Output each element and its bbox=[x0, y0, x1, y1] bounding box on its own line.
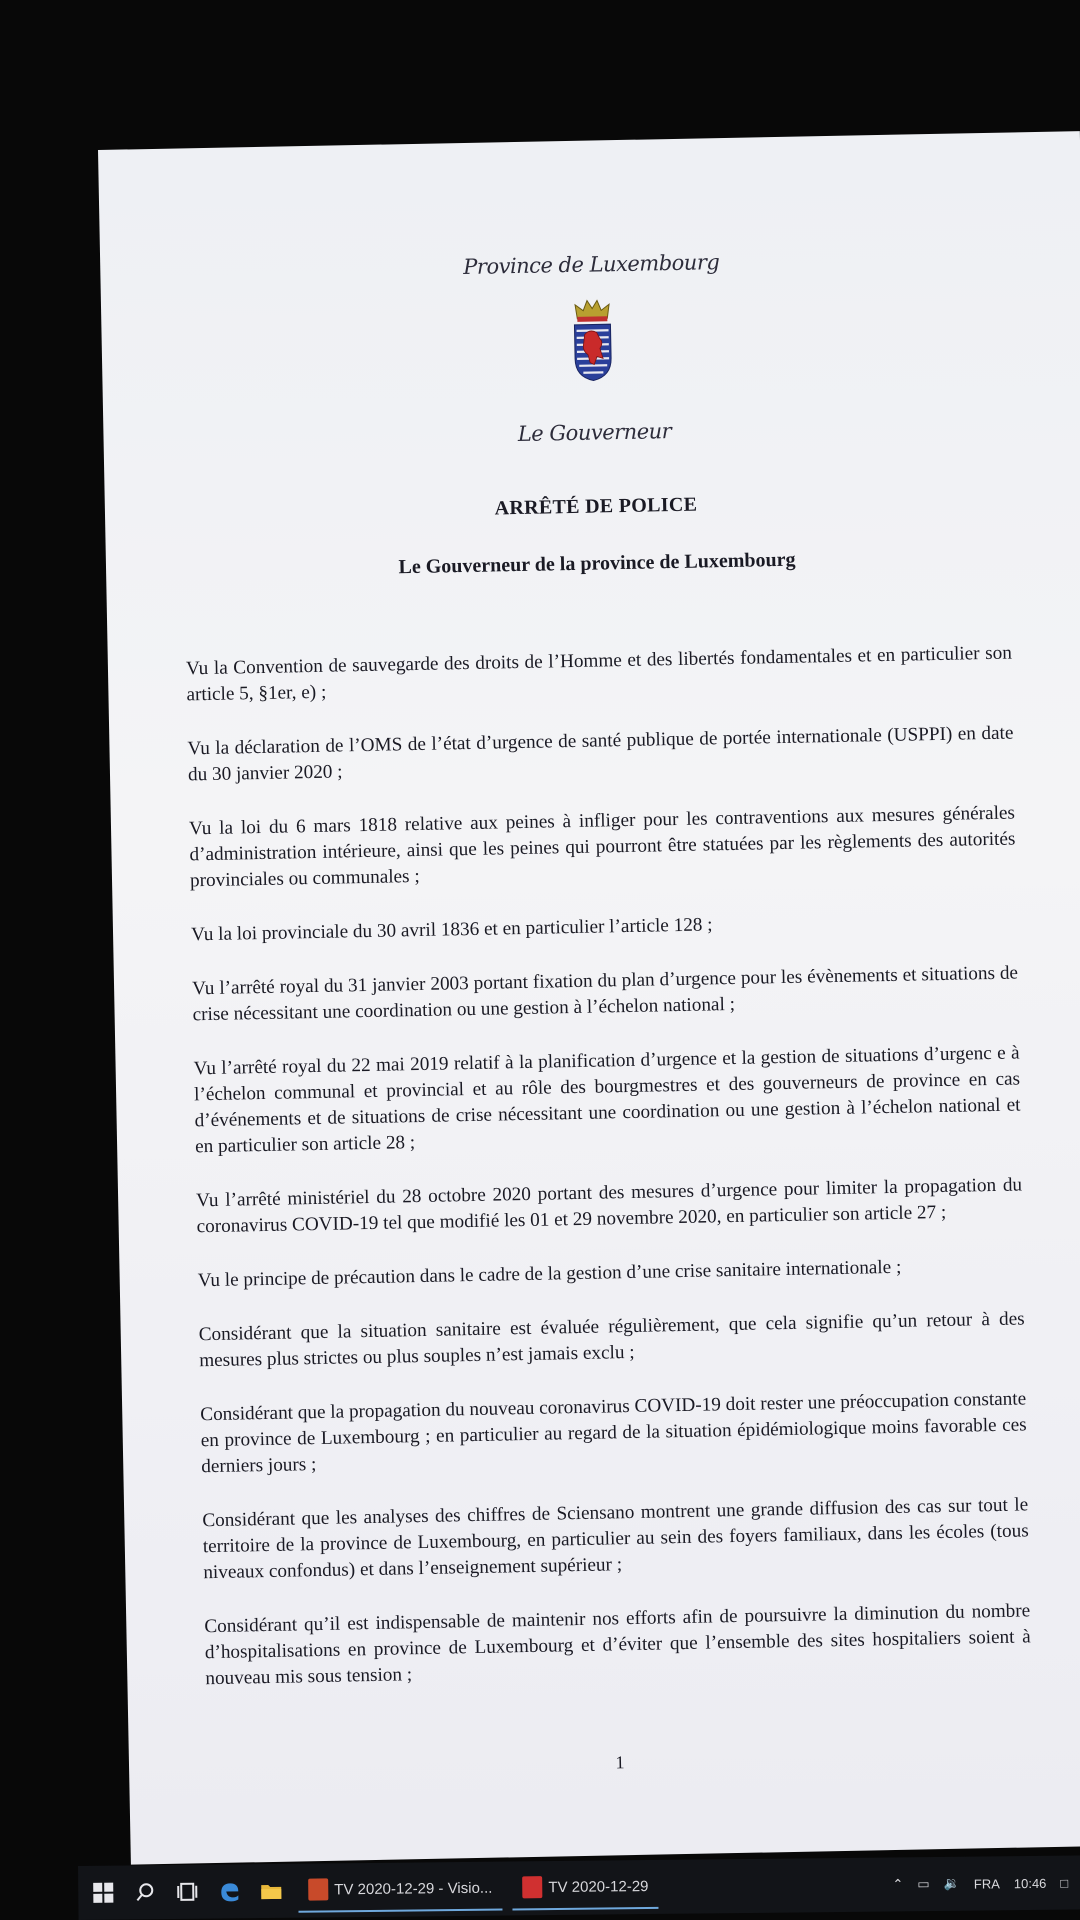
pdf-icon bbox=[522, 1876, 542, 1898]
paragraph: Vu l’arrêté royal du 31 janvier 2003 portant fixation du plan d’urgence pour les évènements et situations de crise nécessitant une coordination ou une gestion à l’échelon national ; bbox=[191, 962, 1019, 1026]
taskbar-app-powerpoint[interactable] bbox=[298, 1867, 503, 1913]
network-icon[interactable]: ▭ bbox=[917, 1876, 930, 1892]
letterhead bbox=[100, 243, 1080, 446]
language-indicator[interactable]: FRA bbox=[973, 1875, 1000, 1892]
paragraph: Vu la loi du 6 mars 1818 relative aux peines à infliger pour les contraventions aux mesures générales d’administration intérieure, ainsi que les peines qui pourront être statuées par les règlements des autorités provinciales ou communales ; bbox=[188, 802, 1016, 892]
letterhead-gouverneur: Le Gouverneur bbox=[517, 419, 672, 446]
taskbar-app-label: TV 2020-12-29 bbox=[548, 1877, 649, 1896]
taskbar-app-pdf[interactable] bbox=[512, 1865, 659, 1911]
document-page bbox=[98, 131, 1080, 1865]
chevron-up-icon[interactable]: ⌃ bbox=[892, 1876, 904, 1892]
letterhead-province: Province de Luxembourg bbox=[463, 250, 720, 280]
notification-icon[interactable]: □ bbox=[1060, 1875, 1069, 1891]
windows-start-icon[interactable] bbox=[86, 1876, 120, 1910]
taskbar-app-label: TV 2020-12-29 - Visio... bbox=[334, 1879, 493, 1898]
paragraph: Vu la Convention de sauvegarde des droits de l’Homme et des libertés fondamentales et en particulier son article 5, §1er, e) ; bbox=[185, 642, 1013, 706]
clock[interactable]: 10:46 bbox=[1013, 1875, 1047, 1891]
edge-icon[interactable] bbox=[212, 1874, 246, 1908]
system-tray bbox=[892, 1874, 1080, 1892]
paragraph: Vu la déclaration de l’OMS de l’état d’urgence de santé publique de portée internationale (USPPI) en date du 30 janvier 2020 ; bbox=[187, 722, 1014, 786]
file-explorer-icon[interactable] bbox=[254, 1874, 288, 1908]
task-view-icon[interactable] bbox=[170, 1875, 204, 1909]
paragraph: Considérant que la situation sanitaire est évaluée régulièrement, que cela signifie qu’un retour à des mesures plus strictes ou plus souples n’est jamais exclu ; bbox=[198, 1308, 1025, 1372]
taskbar bbox=[78, 1855, 1080, 1920]
paragraph: Vu l’arrêté royal du 22 mai 2019 relatif à la planification d’urgence et la gestion de situations d’urgenc e à l’échelon communal et provincial et au rôle des bourgmestres et des gouverneurs de province en cas d’événements et de situations de crise nécessitant une coordination ou une gestion à l’échelon national et en particulier son article 28 ; bbox=[193, 1042, 1021, 1158]
paragraph: Vu le principe de précaution dans le cadre de la gestion d’une crise sanitaire internationale ; bbox=[197, 1256, 902, 1292]
paragraph: Considérant qu’il est indispensable de maintenir nos efforts afin de poursuivre la diminution du nombre d’hospitalisations en province de Luxembourg et d’éviter que l’ensemble des sites hospitaliers soient à nouveau mis sous tension ; bbox=[204, 1600, 1031, 1690]
document-subtitle: Le Gouverneur de la province de Luxembourg bbox=[398, 548, 796, 579]
document-body bbox=[186, 641, 1032, 1721]
search-icon[interactable] bbox=[128, 1875, 162, 1909]
paragraph: Vu la loi provinciale du 30 avril 1836 et en particulier l’article 128 ; bbox=[190, 914, 713, 946]
paragraph: Vu l’arrêté ministériel du 28 octobre 2020 portant des mesures d’urgence pour limiter la propagation du coronavirus COVID-19 tel que modifié les 01 et 29 novembre 2020, en particulier son article 27 ; bbox=[195, 1174, 1023, 1238]
powerpoint-icon bbox=[308, 1878, 328, 1900]
paragraph: Considérant que la propagation du nouveau coronavirus COVID-19 doit rester une préoccupation constante en province de Luxembourg ; en particulier au regard de la situation épidémiologique moins favorable ces derniers jours ; bbox=[200, 1388, 1027, 1478]
coat-of-arms-icon bbox=[569, 296, 617, 383]
document-title: ARRÊTÉ DE POLICE bbox=[494, 493, 698, 520]
page-number: 1 bbox=[615, 1752, 625, 1773]
paragraph: Considérant que les analyses des chiffres de Sciensano montrent une grande diffusion des cas sur tout le territoire de la province de Luxembourg, en particulier au sein des foyers familiaux, dans les écoles (tous niveaux confondus) et dans l’enseignement supérieur ; bbox=[202, 1494, 1029, 1584]
volume-icon[interactable]: 🔉 bbox=[943, 1875, 960, 1891]
